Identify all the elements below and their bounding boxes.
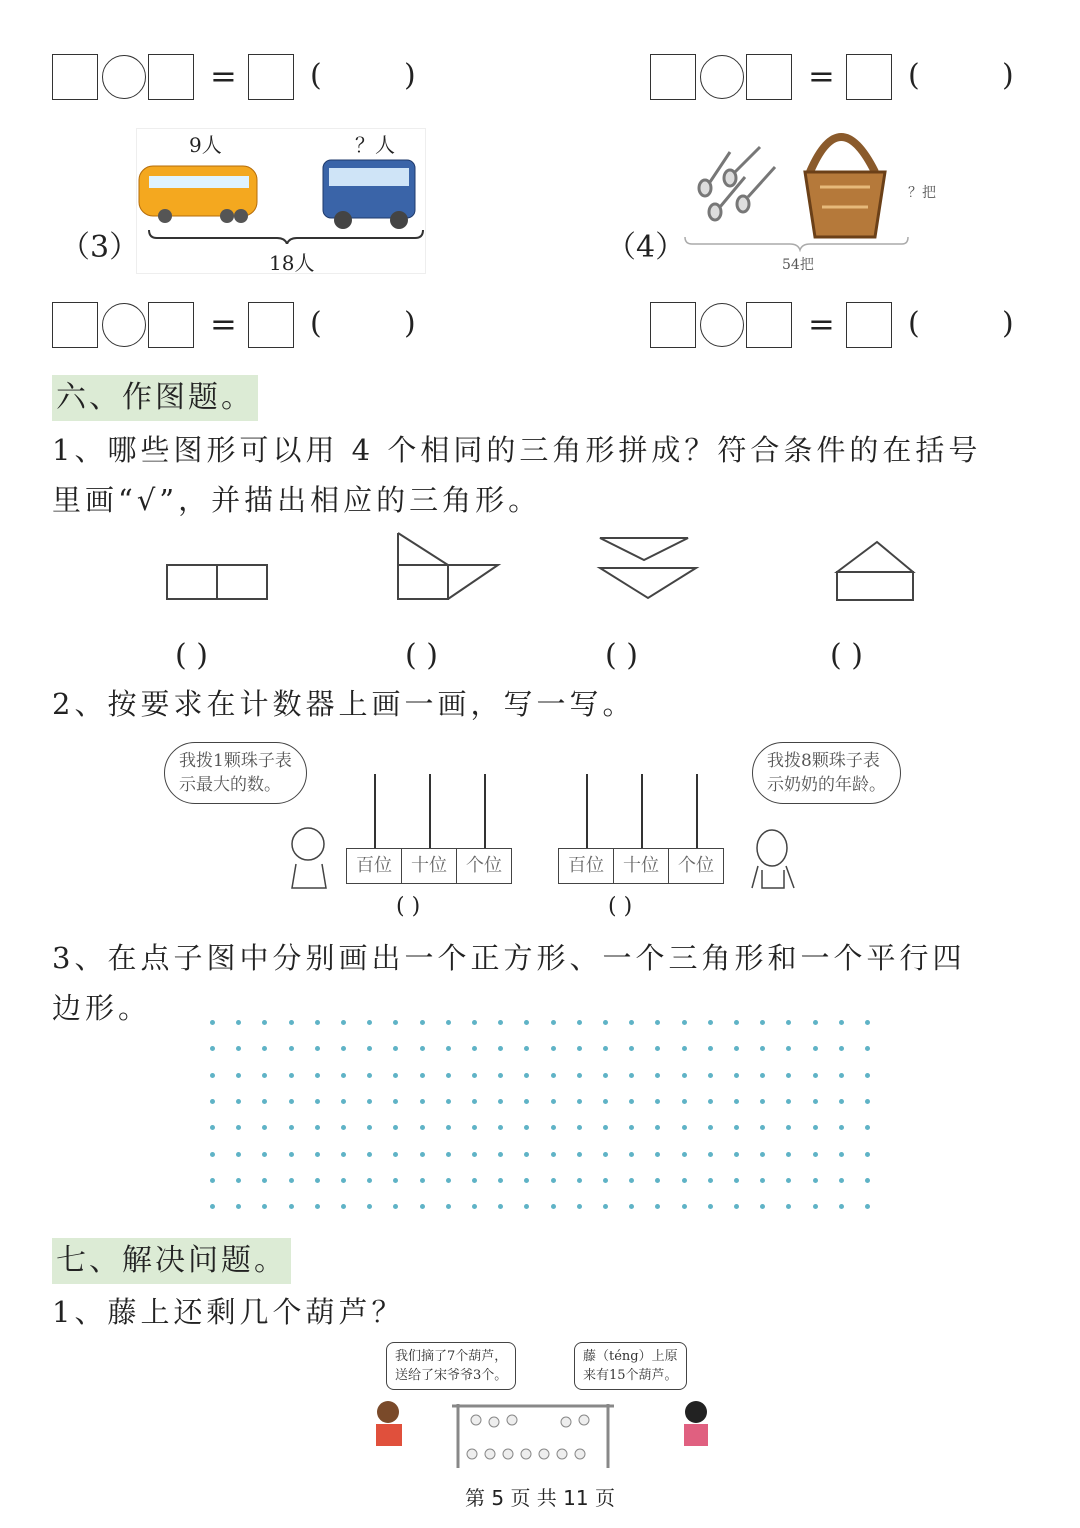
grid-dot [655,1125,660,1130]
section-7-header: 七、解决问题。 [52,1238,291,1284]
grid-dot [760,1125,765,1130]
grid-dot [446,1204,451,1209]
grid-dot [236,1125,241,1130]
question-6-1-line1: 1、哪些图形可以用 4 个相同的三角形拼成？符合条件的在括号 [52,433,982,467]
grid-dot [786,1204,791,1209]
grid-dot [786,1099,791,1104]
grid-dot [524,1152,529,1157]
abacus-counter[interactable] [558,848,724,884]
grid-dot [262,1099,267,1104]
grid-dot [341,1204,346,1209]
grid-dot [551,1099,556,1104]
problem-3-label: （3） [60,230,140,265]
unit-close-paren[interactable]: ) [404,58,416,93]
counter-rod[interactable] [641,774,643,848]
counter-rod[interactable] [696,774,698,848]
grid-dot [839,1204,844,1209]
grid-dot [786,1073,791,1078]
shovels-and-basket-icon [680,112,910,252]
grid-dot [393,1073,398,1078]
grid-dot [655,1152,660,1157]
grid-dot [210,1099,215,1104]
grid-dot [236,1046,241,1051]
grid-dot [734,1178,739,1183]
grid-dot [289,1099,294,1104]
unit-open-paren: ( [310,306,322,341]
grid-dot [420,1073,425,1078]
grid-dot [865,1152,870,1157]
grid-dot [472,1073,477,1078]
grid-dot [708,1204,713,1209]
grid-dot [603,1152,608,1157]
equals-sign: = [808,57,835,95]
grid-dot [734,1125,739,1130]
grid-dot [393,1178,398,1183]
grid-dot [603,1099,608,1104]
grid-dot [210,1178,215,1183]
grid-dot [734,1204,739,1209]
grid-dot [629,1178,634,1183]
grid-dot [498,1125,503,1130]
grid-dot [865,1178,870,1183]
place-label: 百位 [559,849,614,883]
grid-dot [262,1178,267,1183]
grid-dot [393,1152,398,1157]
grid-dot [262,1204,267,1209]
grid-dot [210,1152,215,1157]
answer-box[interactable] [248,54,294,100]
grid-dot [393,1046,398,1051]
grid-dot [551,1073,556,1078]
grid-dot [446,1046,451,1051]
grid-dot [760,1046,765,1051]
grid-dot [734,1046,739,1051]
grid-dot [341,1046,346,1051]
grid-dot [839,1152,844,1157]
grid-dot [839,1020,844,1025]
grid-dot [786,1178,791,1183]
grid-dot [629,1125,634,1130]
grid-dot [865,1204,870,1209]
answer-box[interactable] [846,302,892,348]
grid-dot [734,1152,739,1157]
grid-dot [262,1046,267,1051]
right-count: ？人 [355,133,395,157]
grid-dot [289,1152,294,1157]
grid-dot [341,1020,346,1025]
question-6-1-line2: 里画“√”，并描出相应的三角形。 [52,483,542,517]
grid-dot [734,1020,739,1025]
grid-dot [524,1125,529,1130]
grid-dot [210,1204,215,1209]
answer-box[interactable] [52,54,98,100]
grid-dot [865,1020,870,1025]
bubble-line: 来有15个葫芦。 [583,1368,678,1383]
grid-dot [551,1178,556,1183]
grid-dot [236,1204,241,1209]
grid-dot [865,1046,870,1051]
answer-blank-shape-1[interactable]: ( ) [175,638,208,673]
grid-dot [813,1046,818,1051]
grid-dot [472,1204,477,1209]
gourd-vine-illustration [366,1396,720,1476]
grid-dot [577,1152,582,1157]
place-label: 个位 [678,855,714,876]
grid-dot [603,1046,608,1051]
grid-dot [551,1020,556,1025]
question-6-2: 2、按要求在计数器上画一画，写一写。 [52,687,636,721]
grid-dot [577,1178,582,1183]
grid-dot [262,1125,267,1130]
grid-dot [760,1204,765,1209]
counter-answer-blank[interactable]: ( ) [608,894,633,919]
operator-circle[interactable] [102,303,146,347]
grid-dot [603,1020,608,1025]
unit-open-paren: ( [310,58,322,93]
grid-dot [813,1073,818,1078]
unit-close-paren[interactable]: ) [1002,306,1014,341]
grid-dot [420,1152,425,1157]
grid-dot [839,1073,844,1078]
grid-dot [420,1204,425,1209]
grid-dot [498,1204,503,1209]
grid-dot [708,1178,713,1183]
grid-dot [813,1152,818,1157]
counter-rod[interactable] [586,774,588,848]
place-label: 十位 [614,849,669,883]
grid-dot [236,1099,241,1104]
grid-dot [577,1099,582,1104]
grid-dot [655,1099,660,1104]
grid-dot [315,1099,320,1104]
question-6-3-line1: 3、在点子图中分别画出一个正方形、一个三角形和一个平行四 [52,941,966,975]
grid-dot [760,1020,765,1025]
answer-blank-shape-2[interactable]: ( ) [405,638,438,673]
answer-box[interactable] [148,302,194,348]
grid-dot [551,1152,556,1157]
grid-dot [629,1152,634,1157]
grid-dot [367,1152,372,1157]
answer-blank-shape-3[interactable]: ( ) [605,638,638,673]
grid-dot [577,1125,582,1130]
grid-dot [603,1204,608,1209]
grid-dot [708,1020,713,1025]
grid-dot [629,1099,634,1104]
grid-dot [551,1204,556,1209]
bubble-line: 藤（téng）上原 [583,1349,678,1364]
grid-dot [629,1073,634,1078]
problem-3-picture [136,128,426,274]
bubble-line: 送给了宋爷爷3个。 [395,1368,508,1383]
grid-dot [498,1152,503,1157]
answer-box[interactable] [650,54,696,100]
grid-dot [262,1020,267,1025]
grid-dot [367,1020,372,1025]
counter-rod[interactable] [484,774,486,848]
total-count: 18人 [269,251,315,275]
grid-dot [236,1152,241,1157]
answer-box[interactable] [846,54,892,100]
grid-dot [760,1152,765,1157]
boy-icon [282,822,336,890]
answer-box[interactable] [248,302,294,348]
grid-dot [236,1020,241,1025]
grid-dot [708,1125,713,1130]
place-label: 百位 [347,849,402,883]
grid-dot [708,1099,713,1104]
unit-open-paren: ( [908,306,920,341]
grid-dot [839,1178,844,1183]
grid-dot [682,1152,687,1157]
grid-dot [682,1020,687,1025]
bubble-line: 我拨1颗珠子表 [179,751,292,771]
left-count: 9人 [189,133,222,157]
bubble-line: 我拨8颗珠子表 [767,751,880,771]
grid-dot [682,1204,687,1209]
grid-dot [629,1046,634,1051]
grid-dot [210,1020,215,1025]
grid-dot [708,1152,713,1157]
grid-dot [315,1125,320,1130]
grid-dot [420,1125,425,1130]
grid-dot [341,1099,346,1104]
gourd-bubble-left [386,1342,516,1390]
grid-dot [341,1125,346,1130]
abacus-counter[interactable] [346,848,512,884]
grid-dot [551,1046,556,1051]
grid-dot [289,1073,294,1078]
grid-dot [760,1073,765,1078]
counter-rod[interactable] [429,774,431,848]
grid-dot [708,1046,713,1051]
shape-options [160,528,930,608]
grid-dot [472,1152,477,1157]
grid-dot [289,1046,294,1051]
grid-dot [786,1020,791,1025]
gourd-bubble-right [574,1342,687,1390]
grid-dot [472,1099,477,1104]
grid-dot [446,1099,451,1104]
grid-dot [446,1178,451,1183]
grid-dot [446,1073,451,1078]
grid-dot [367,1204,372,1209]
grid-dot [524,1073,529,1078]
unit-open-paren: ( [908,58,920,93]
grid-dot [393,1099,398,1104]
operator-circle[interactable] [102,55,146,99]
girl-icon [748,826,802,890]
grid-dot [524,1204,529,1209]
speech-bubble-left [164,742,307,804]
grid-dot [813,1099,818,1104]
grid-dot [760,1178,765,1183]
unit-close-paren[interactable]: ) [404,306,416,341]
grid-dot [472,1046,477,1051]
grid-dot [446,1020,451,1025]
grid-dot [629,1204,634,1209]
grid-dot [315,1178,320,1183]
grid-dot [708,1073,713,1078]
grid-dot [446,1152,451,1157]
question-7-1: 1、藤上还剩几个葫芦？ [52,1295,405,1329]
answer-box[interactable] [746,54,792,100]
grid-dot [420,1099,425,1104]
grid-dot [682,1178,687,1183]
equals-sign: = [210,305,237,343]
unit-close-paren[interactable]: ) [1002,58,1014,93]
grid-dot [629,1020,634,1025]
grid-dot [393,1020,398,1025]
grid-dot [315,1046,320,1051]
place-label: 个位 [466,855,502,876]
answer-box[interactable] [148,54,194,100]
grid-dot [655,1073,660,1078]
problem-4-label: （4） [606,230,686,265]
grid-dot [603,1125,608,1130]
grid-dot [262,1152,267,1157]
grid-dot [865,1125,870,1130]
grid-dot [813,1204,818,1209]
operator-circle[interactable] [700,55,744,99]
bubble-line: 示奶奶的年龄。 [767,775,886,795]
grid-dot [315,1204,320,1209]
bubble-line: 示最大的数。 [179,775,281,795]
grid-dot [210,1073,215,1078]
question-6-3-line2: 边形。 [52,991,152,1025]
grid-dot [498,1099,503,1104]
grid-dot [498,1020,503,1025]
answer-blank-shape-4[interactable]: ( ) [830,638,863,673]
grid-dot [315,1073,320,1078]
grid-dot [341,1152,346,1157]
bubble-line: 我们摘了7个葫芦， [395,1349,508,1364]
place-label: 十位 [402,849,457,883]
grid-dot [813,1020,818,1025]
grid-dot [315,1152,320,1157]
grid-dot [682,1125,687,1130]
grid-dot [524,1099,529,1104]
grid-dot [367,1046,372,1051]
grid-dot [236,1073,241,1078]
grid-dot [603,1178,608,1183]
grid-dot [524,1046,529,1051]
grid-dot [236,1178,241,1183]
speech-bubble-right [752,742,901,804]
grid-dot [367,1099,372,1104]
grid-dot [813,1178,818,1183]
grid-dot [786,1046,791,1051]
grid-dot [367,1073,372,1078]
grid-dot [682,1073,687,1078]
grid-dot [786,1125,791,1130]
grid-dot [315,1020,320,1025]
shape-two-squares [167,565,267,599]
grid-dot [734,1073,739,1078]
answer-box[interactable] [650,302,696,348]
grid-dot [446,1125,451,1130]
grid-dot [262,1073,267,1078]
grid-dot [210,1046,215,1051]
grid-dot [524,1178,529,1183]
grid-dot [420,1046,425,1051]
grid-dot [367,1178,372,1183]
equals-sign: = [210,57,237,95]
grid-dot [734,1099,739,1104]
grid-dot [577,1073,582,1078]
shape-house [837,542,913,600]
grid-dot [420,1020,425,1025]
bus-icons [137,154,425,244]
grid-dot [393,1125,398,1130]
grid-dot [289,1204,294,1209]
grid-dot [498,1178,503,1183]
grid-dot [551,1125,556,1130]
counter-answer-blank[interactable]: ( ) [396,894,421,919]
grid-dot [577,1204,582,1209]
grid-dot [655,1020,660,1025]
grid-dot [865,1073,870,1078]
grid-dot [289,1020,294,1025]
counter-rod[interactable] [374,774,376,848]
grid-dot [577,1046,582,1051]
grid-dot [289,1178,294,1183]
grid-dot [655,1204,660,1209]
section-6-header: 六、作图题。 [52,375,258,421]
grid-dot [498,1073,503,1078]
page-footer: 第 5 页 共 11 页 [465,1486,615,1510]
answer-box[interactable] [52,302,98,348]
grid-dot [524,1020,529,1025]
grid-dot [210,1125,215,1130]
grid-dot [786,1152,791,1157]
grid-dot [472,1020,477,1025]
grid-dot [839,1046,844,1051]
grid-dot [682,1099,687,1104]
unknown-count: ？把 [908,185,936,201]
grid-dot [682,1046,687,1051]
grid-dot [420,1178,425,1183]
grid-dot [289,1125,294,1130]
answer-box[interactable] [746,302,792,348]
grid-dot [603,1073,608,1078]
grid-dot [839,1125,844,1130]
grid-dot [760,1099,765,1104]
grid-dot [813,1125,818,1130]
grid-dot [472,1178,477,1183]
grid-dot [498,1046,503,1051]
grid-dot [393,1204,398,1209]
grid-dot [655,1046,660,1051]
shape-square-triangles [398,533,498,599]
total-count-54: 54把 [782,257,814,273]
grid-dot [341,1178,346,1183]
shape-stacked-triangles [600,538,696,598]
grid-dot [839,1099,844,1104]
equals-sign: = [808,305,835,343]
operator-circle[interactable] [700,303,744,347]
grid-dot [341,1073,346,1078]
grid-dot [367,1125,372,1130]
grid-dot [655,1178,660,1183]
grid-dot [472,1125,477,1130]
grid-dot [865,1099,870,1104]
grid-dot [577,1020,582,1025]
